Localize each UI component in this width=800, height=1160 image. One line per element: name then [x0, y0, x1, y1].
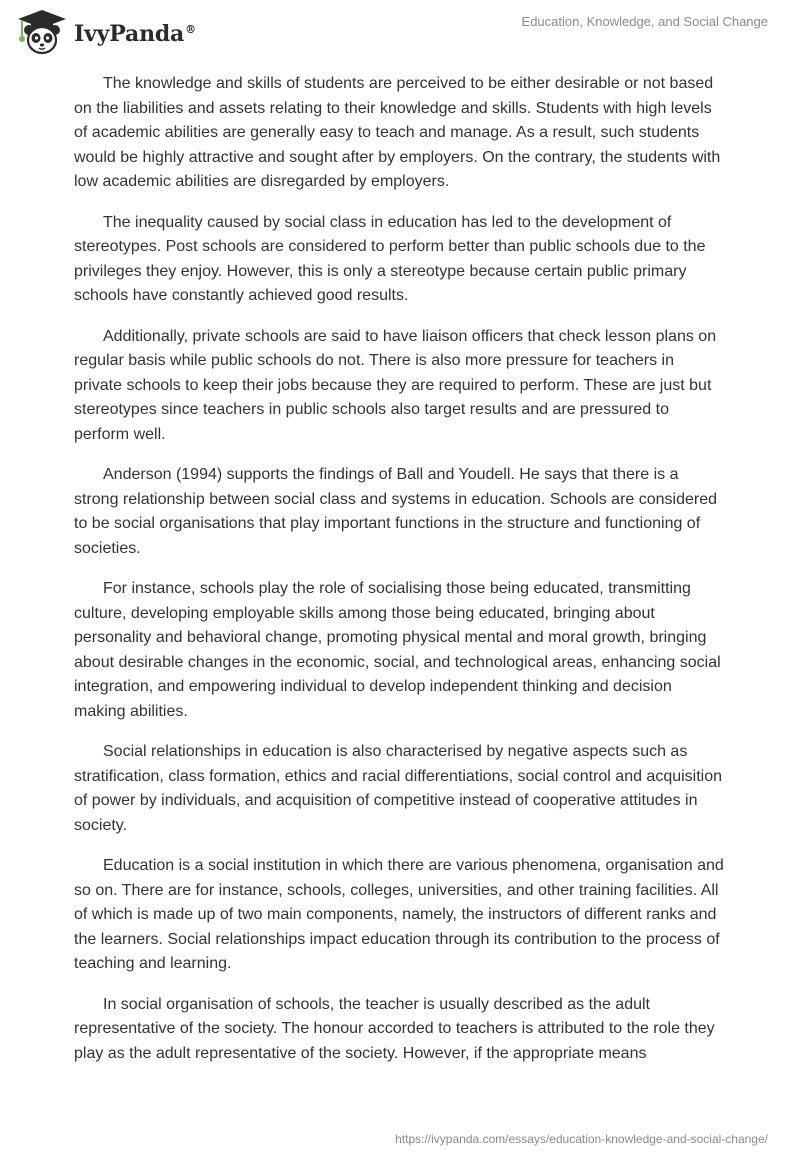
paragraph: The knowledge and skills of students are perceived to be either desirable or not based on the liabilities and assets relating to their knowledge and skills. Students with high levels of academic abilities are generally easy to teach and manage. As a result, such students would be highly attractive and sought after by employers. On the contrary, the students with low academic abilities are disregarded by employers. [74, 75, 721, 190]
paragraph: For instance, schools play the role of socialising those being educated, transmitting culture, developing employable skills among those being educated, bringing about personality and behavioral change, promoting physical mental and moral growth, bringing about desirable changes in the economic, social, and technological areas, enhancing social integration, and empowering individual to develop independent thinking and decision making abilities. [74, 580, 721, 720]
page-header [0, 0, 800, 62]
paragraph: Anderson (1994) supports the findings of Ball and Youdell. He says that there is a strong relationship between social class and systems in education. Schools are considered to be social organisations that play important functions in the structure and functioning of societies. [74, 466, 718, 557]
paragraph: In social organisation of schools, the teacher is usually described as the adult representative of the society. The honour accorded to teachers is attributed to the role they play as the adult representative of the society. However, if the appropriate means [74, 995, 715, 1062]
panda-graduate-icon [14, 8, 70, 56]
ivypanda-logo[interactable] [14, 8, 196, 56]
paragraph: Education is a social institution in which there are various phenomena, organisation and so on. There are for instance, schools, colleges, universities, and other training facilities. All of which is made up of two main components, namely, the instructors of different ranks and the learners. Social relationships impact education through its contribution to the process of teaching and learning. [74, 857, 724, 972]
paragraph: The inequality caused by social class in education has led to the development of stereotypes. Post schools are considered to perform better than public schools due to the privileges they enjoy. However, this is only a stereotype because certain public primary schools have constantly achieved good results. [74, 213, 706, 304]
source-url[interactable]: https://ivypanda.com/essays/education-knowledge-and-social-change/ [395, 1132, 768, 1146]
document-title: Education, Knowledge, and Social Change [521, 14, 768, 29]
brand-name: IvyPanda® [74, 21, 196, 47]
paragraph: Additionally, private schools are said to have liaison officers that check lesson plans on regular basis while public schools do not. There is also more pressure for teachers in private schools to keep their jobs because they are required to perform. These are just but stereotypes since teachers in public schools also target results and are pressured to perform well. [74, 327, 717, 443]
paragraph: Social relationships in education is also characterised by negative aspects such as stratification, class formation, ethics and racial differentiations, social control and acquisition of power by individuals, and acquisition of competitive instead of cooperative attitudes in society. [74, 743, 723, 834]
registered-mark: ® [185, 22, 196, 36]
essay-body [74, 72, 726, 1082]
